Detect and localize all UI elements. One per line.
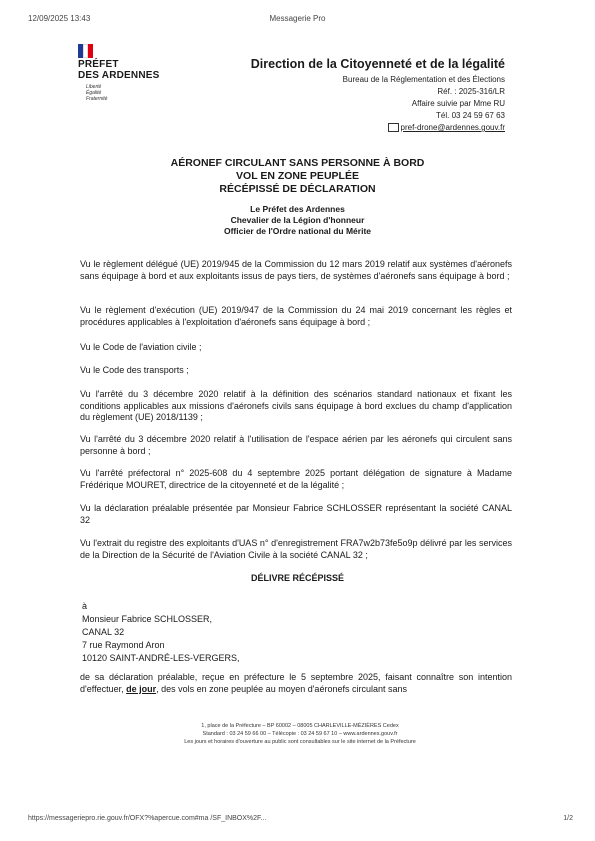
marianne-logo-icon (78, 44, 94, 58)
visa-paragraph: Vu le règlement délégué (UE) 2019/945 de la Commission du 12 mars 2019 relatif aux systèmes d'aéronefs sans équipage à bord et aux exploitants issus de pays tiers, de systèmes d'aéronefs sans équipage à bord ; (80, 259, 512, 281)
visa-paragraph: Vu le Code des transports ; (80, 365, 189, 375)
page-footer (90, 722, 510, 746)
footer-contact: Standard : 03 24 59 66 00 – Télécopie : 03 24 59 67 10 – www.ardennes.gouv.fr (202, 731, 398, 737)
recipient-name: Monsieur Fabrice SCHLOSSER, (82, 614, 213, 624)
recipient-company: CANAL 32 (82, 627, 125, 637)
delivre-recepisse-heading: DÉLIVRE RÉCÉPISSÉ (250, 573, 345, 583)
print-page-number: 1/2 (563, 815, 573, 822)
motto-word: Liberté (86, 84, 102, 90)
footer-address: 1, place de la Préfecture – BP 60002 – 08005 CHARLEVILLE-MÉZIÈRES Cedex (201, 723, 399, 729)
reference: Réf. : 2025-316/LR (437, 87, 505, 96)
recipient-city: 10120 SAINT-ANDRÉ-LES-VERGERS, (82, 653, 240, 663)
motto-word: Fraternité (86, 96, 108, 102)
logo-line-2: DES ARDENNES (78, 70, 160, 81)
print-url: https://messageriepro.rie.gouv.fr/OFX?%apercue.com#ma /SF_INBOX%2F... (28, 815, 267, 822)
logo-line-1: PRÉFET (78, 59, 119, 70)
print-datetime: 12/09/2025 13:43 (28, 14, 91, 23)
declaration-paragraph (80, 672, 512, 695)
affaire-suivie: Affaire suivie par Mme RU (411, 99, 505, 108)
visa-paragraph: Vu l'arrêté du 3 décembre 2020 relatif à l'utilisation de l'espace aérien par les aéronefs qui circulent sans personne à bord ; (80, 434, 512, 456)
title-line: VOL EN ZONE PEUPLÉE (236, 170, 359, 182)
prefet-line: Le Préfet des Ardennes (250, 204, 345, 214)
email-line (343, 122, 505, 134)
visa-paragraph: Vu le règlement d'exécution (UE) 2019/947 de la Commission du 24 mai 2019 concernant les règles et procédures applicables à l'exploitation d'aéronefs sans équipage à bord ; (80, 305, 512, 327)
prefecture-logo-text (78, 59, 160, 81)
visa-paragraph: Vu la déclaration préalable présentée par Monsieur Fabrice SCHLOSSER représentant la société CANAL 32 (80, 503, 512, 525)
declaration-text-end: , des vols en zone peuplée au moyen d'aéronefs circulant sans (156, 683, 407, 694)
title-line: AÉRONEF CIRCULANT SANS PERSONNE À BORD (170, 157, 425, 169)
footer-hours: Les jours et horaires d'ouverture au public sont consultables sur le site internet de la Préfecture (184, 739, 416, 745)
address-a: à (82, 601, 88, 611)
prefet-block (0, 204, 595, 237)
email-link[interactable]: pref-drone@ardennes.gouv.fr (400, 123, 505, 132)
direction-title: Direction de la Citoyenneté et de la légalité (250, 57, 505, 71)
visa-paragraph: Vu le Code de l'aviation civile ; (80, 342, 202, 352)
title-line: RÉCÉPISSÉ DE DÉCLARATION (219, 183, 376, 195)
bureau-name: Bureau de la Réglementation et des Élections (342, 75, 505, 84)
visa-paragraph: Vu l'extrait du registre des exploitants d'UAS n° d'enregistrement FRA7w2b73fe5o9p délivré par les services de la Direction de la Sécurité de l'Aviation Civile à la société CANAL 32 ; (80, 538, 512, 560)
prefet-line: Chevalier de la Légion d'honneur (230, 215, 365, 225)
declaration-emphasis: de jour (126, 683, 157, 694)
visa-paragraph: Vu l'arrêté préfectoral n° 2025-608 du 4 septembre 2025 portant délégation de signature à Madame Frédérique MOURET, directrice de la citoyenneté et de la légalité ; (80, 468, 512, 490)
direction-details (343, 74, 505, 134)
republic-motto (86, 84, 107, 102)
telephone: Tél. 03 24 59 67 63 (436, 111, 505, 120)
email-icon (388, 123, 399, 132)
document-title (0, 157, 595, 196)
declaration-text-start: de sa déclaration préalable, reçue en préfecture le 5 septembre 2025, faisant connaître son intention d'effectuer, (80, 672, 512, 694)
print-app-name: Messagerie Pro (269, 14, 326, 23)
recipient-street: 7 rue Raymond Aron (82, 640, 165, 650)
motto-word: Égalité (86, 90, 102, 96)
prefet-line: Officier de l'Ordre national du Mérite (223, 226, 372, 236)
recipient-address (82, 600, 240, 665)
visa-paragraph: Vu l'arrêté du 3 décembre 2020 relatif à la définition des scénarios standard nationaux et fixant les conditions applicables aux missions d'aéronefs civils sans équipage à bord exclues du champ d'application du règlement (UE) 2018/1139 ; (80, 389, 512, 422)
